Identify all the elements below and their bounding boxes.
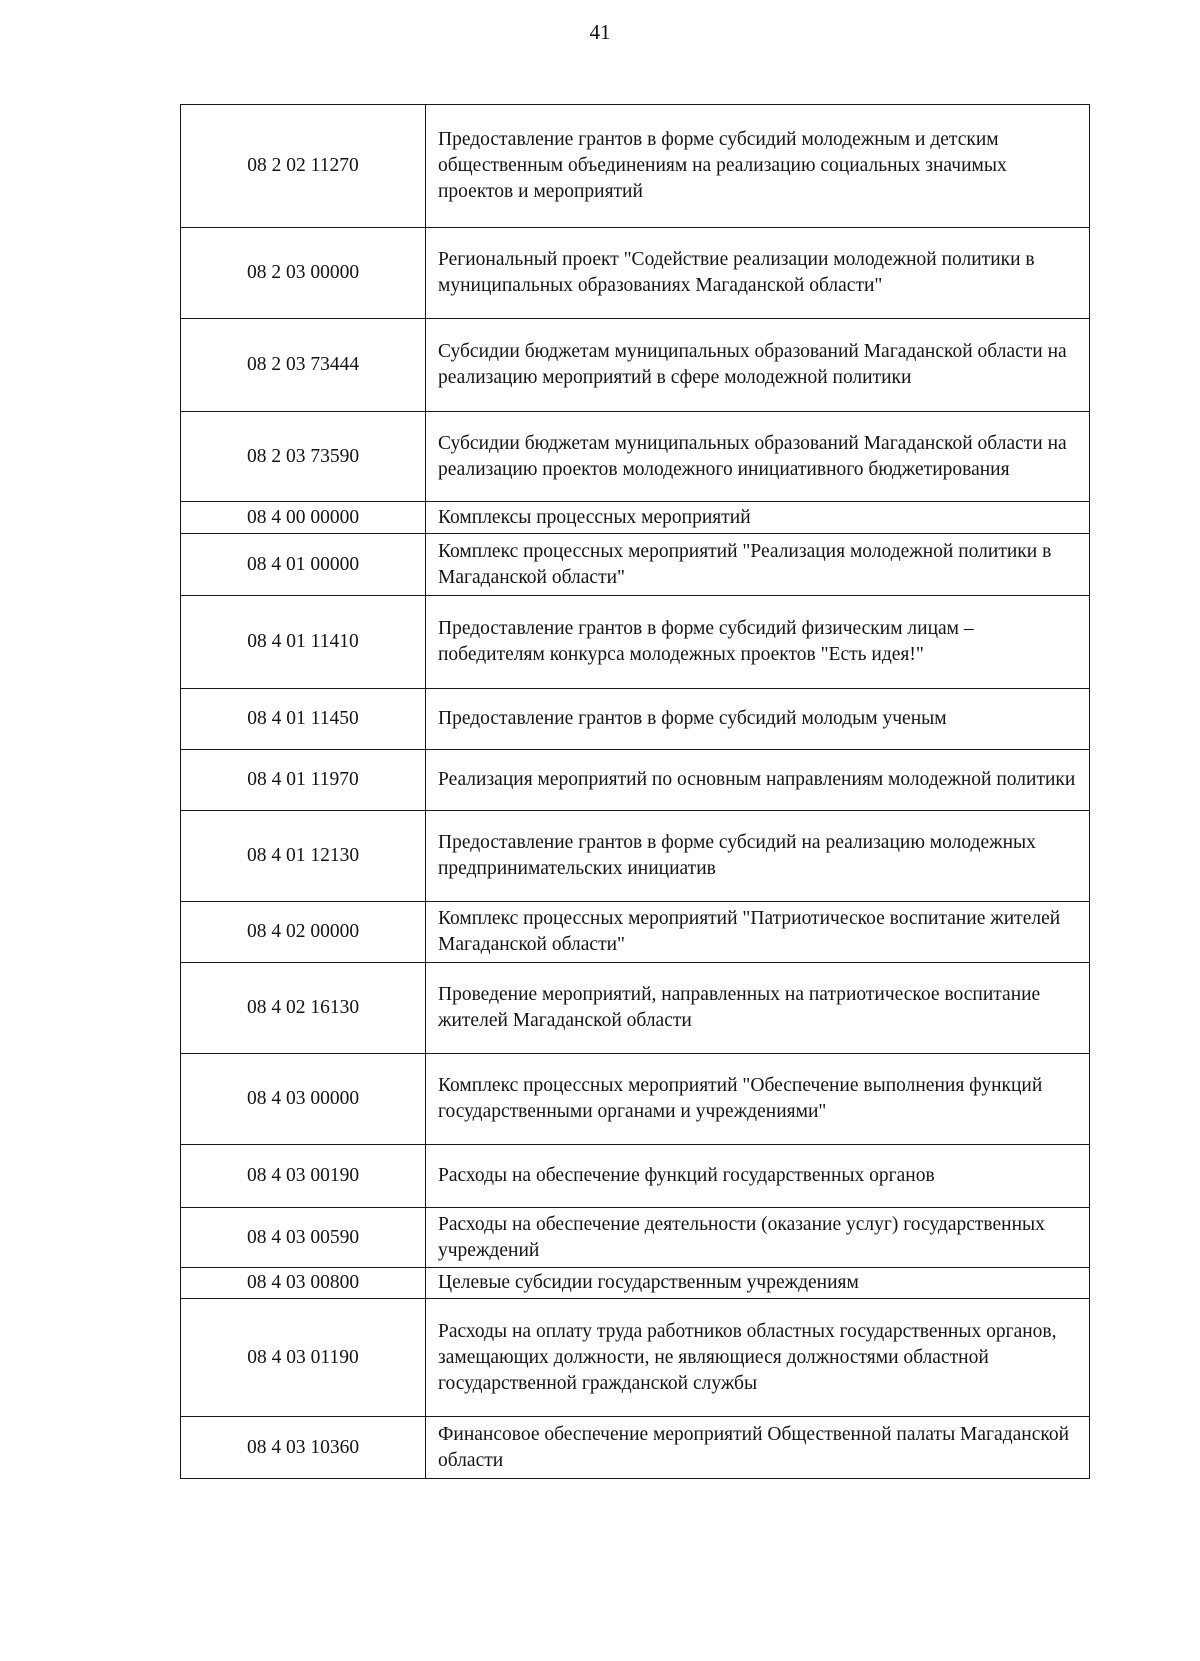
table-row: [181, 228, 1090, 319]
table-row: [181, 1268, 1090, 1299]
table-row: [181, 502, 1090, 534]
description-cell: Расходы на обеспечение функций государственных органов: [426, 1145, 1090, 1208]
description-cell: Расходы на обеспечение деятельности (оказание услуг) государственных учреждений: [426, 1208, 1090, 1268]
description-cell: Предоставление грантов в форме субсидий на реализацию молодежных предпринимательских инициатив: [426, 811, 1090, 902]
table-row: [181, 105, 1090, 228]
table-row: [181, 596, 1090, 689]
description-cell: Проведение мероприятий, направленных на патриотическое воспитание жителей Магаданской области: [426, 963, 1090, 1054]
description-cell: Субсидии бюджетам муниципальных образований Магаданской области на реализацию мероприятий в сфере молодежной политики: [426, 319, 1090, 412]
code-cell: 08 4 01 11970: [181, 750, 426, 811]
budget-classification-table: [180, 104, 1090, 1479]
code-cell: 08 4 03 00190: [181, 1145, 426, 1208]
description-cell: Предоставление грантов в форме субсидий молодежным и детским общественным объединениям на реализацию социальных значимых проектов и мероприятий: [426, 105, 1090, 228]
description-cell: Расходы на оплату труда работников областных государственных органов, замещающих должности, не являющиеся должностями областной государственной гражданской службы: [426, 1299, 1090, 1417]
description-cell: Предоставление грантов в форме субсидий физическим лицам – победителям конкурса молодежных проектов "Есть идея!": [426, 596, 1090, 689]
code-cell: 08 2 03 73590: [181, 412, 426, 502]
code-cell: 08 2 03 73444: [181, 319, 426, 412]
description-cell: Комплекс процессных мероприятий "Обеспечение выполнения функций государственными органами и учреждениями": [426, 1054, 1090, 1145]
code-cell: 08 4 02 00000: [181, 902, 426, 963]
description-cell: Субсидии бюджетам муниципальных образований Магаданской области на реализацию проектов молодежного инициативного бюджетирования: [426, 412, 1090, 502]
table-row: [181, 412, 1090, 502]
description-cell: Комплекс процессных мероприятий "Патриотическое воспитание жителей Магаданской области": [426, 902, 1090, 963]
code-cell: 08 4 01 11410: [181, 596, 426, 689]
description-cell: Комплексы процессных мероприятий: [426, 502, 1090, 534]
table-row: [181, 750, 1090, 811]
code-cell: 08 4 00 00000: [181, 502, 426, 534]
description-cell: Предоставление грантов в форме субсидий молодым ученым: [426, 689, 1090, 750]
description-cell: Финансовое обеспечение мероприятий Общественной палаты Магаданской области: [426, 1417, 1090, 1479]
table-row: [181, 1299, 1090, 1417]
code-cell: 08 4 03 00800: [181, 1268, 426, 1299]
code-cell: 08 4 03 10360: [181, 1417, 426, 1479]
page-number: 41: [589, 20, 611, 44]
table-row: [181, 1054, 1090, 1145]
code-cell: 08 2 03 00000: [181, 228, 426, 319]
code-cell: 08 4 02 16130: [181, 963, 426, 1054]
table-row: [181, 1417, 1090, 1479]
code-cell: 08 4 01 12130: [181, 811, 426, 902]
table-row: [181, 963, 1090, 1054]
table-row: [181, 534, 1090, 596]
code-cell: 08 4 03 00590: [181, 1208, 426, 1268]
code-cell: 08 4 01 00000: [181, 534, 426, 596]
table-row: [181, 1208, 1090, 1268]
description-cell: Реализация мероприятий по основным направлениям молодежной политики: [426, 750, 1090, 811]
description-cell: Комплекс процессных мероприятий "Реализация молодежной политики в Магаданской области": [426, 534, 1090, 596]
table-row: [181, 1145, 1090, 1208]
description-cell: Региональный проект "Содействие реализации молодежной политики в муниципальных образованиях Магаданской области": [426, 228, 1090, 319]
table-row: [181, 689, 1090, 750]
description-cell: Целевые субсидии государственным учреждениям: [426, 1268, 1090, 1299]
table-row: [181, 319, 1090, 412]
code-cell: 08 4 01 11450: [181, 689, 426, 750]
table-row: [181, 811, 1090, 902]
code-cell: 08 4 03 01190: [181, 1299, 426, 1417]
table-row: [181, 902, 1090, 963]
code-cell: 08 2 02 11270: [181, 105, 426, 228]
code-cell: 08 4 03 00000: [181, 1054, 426, 1145]
